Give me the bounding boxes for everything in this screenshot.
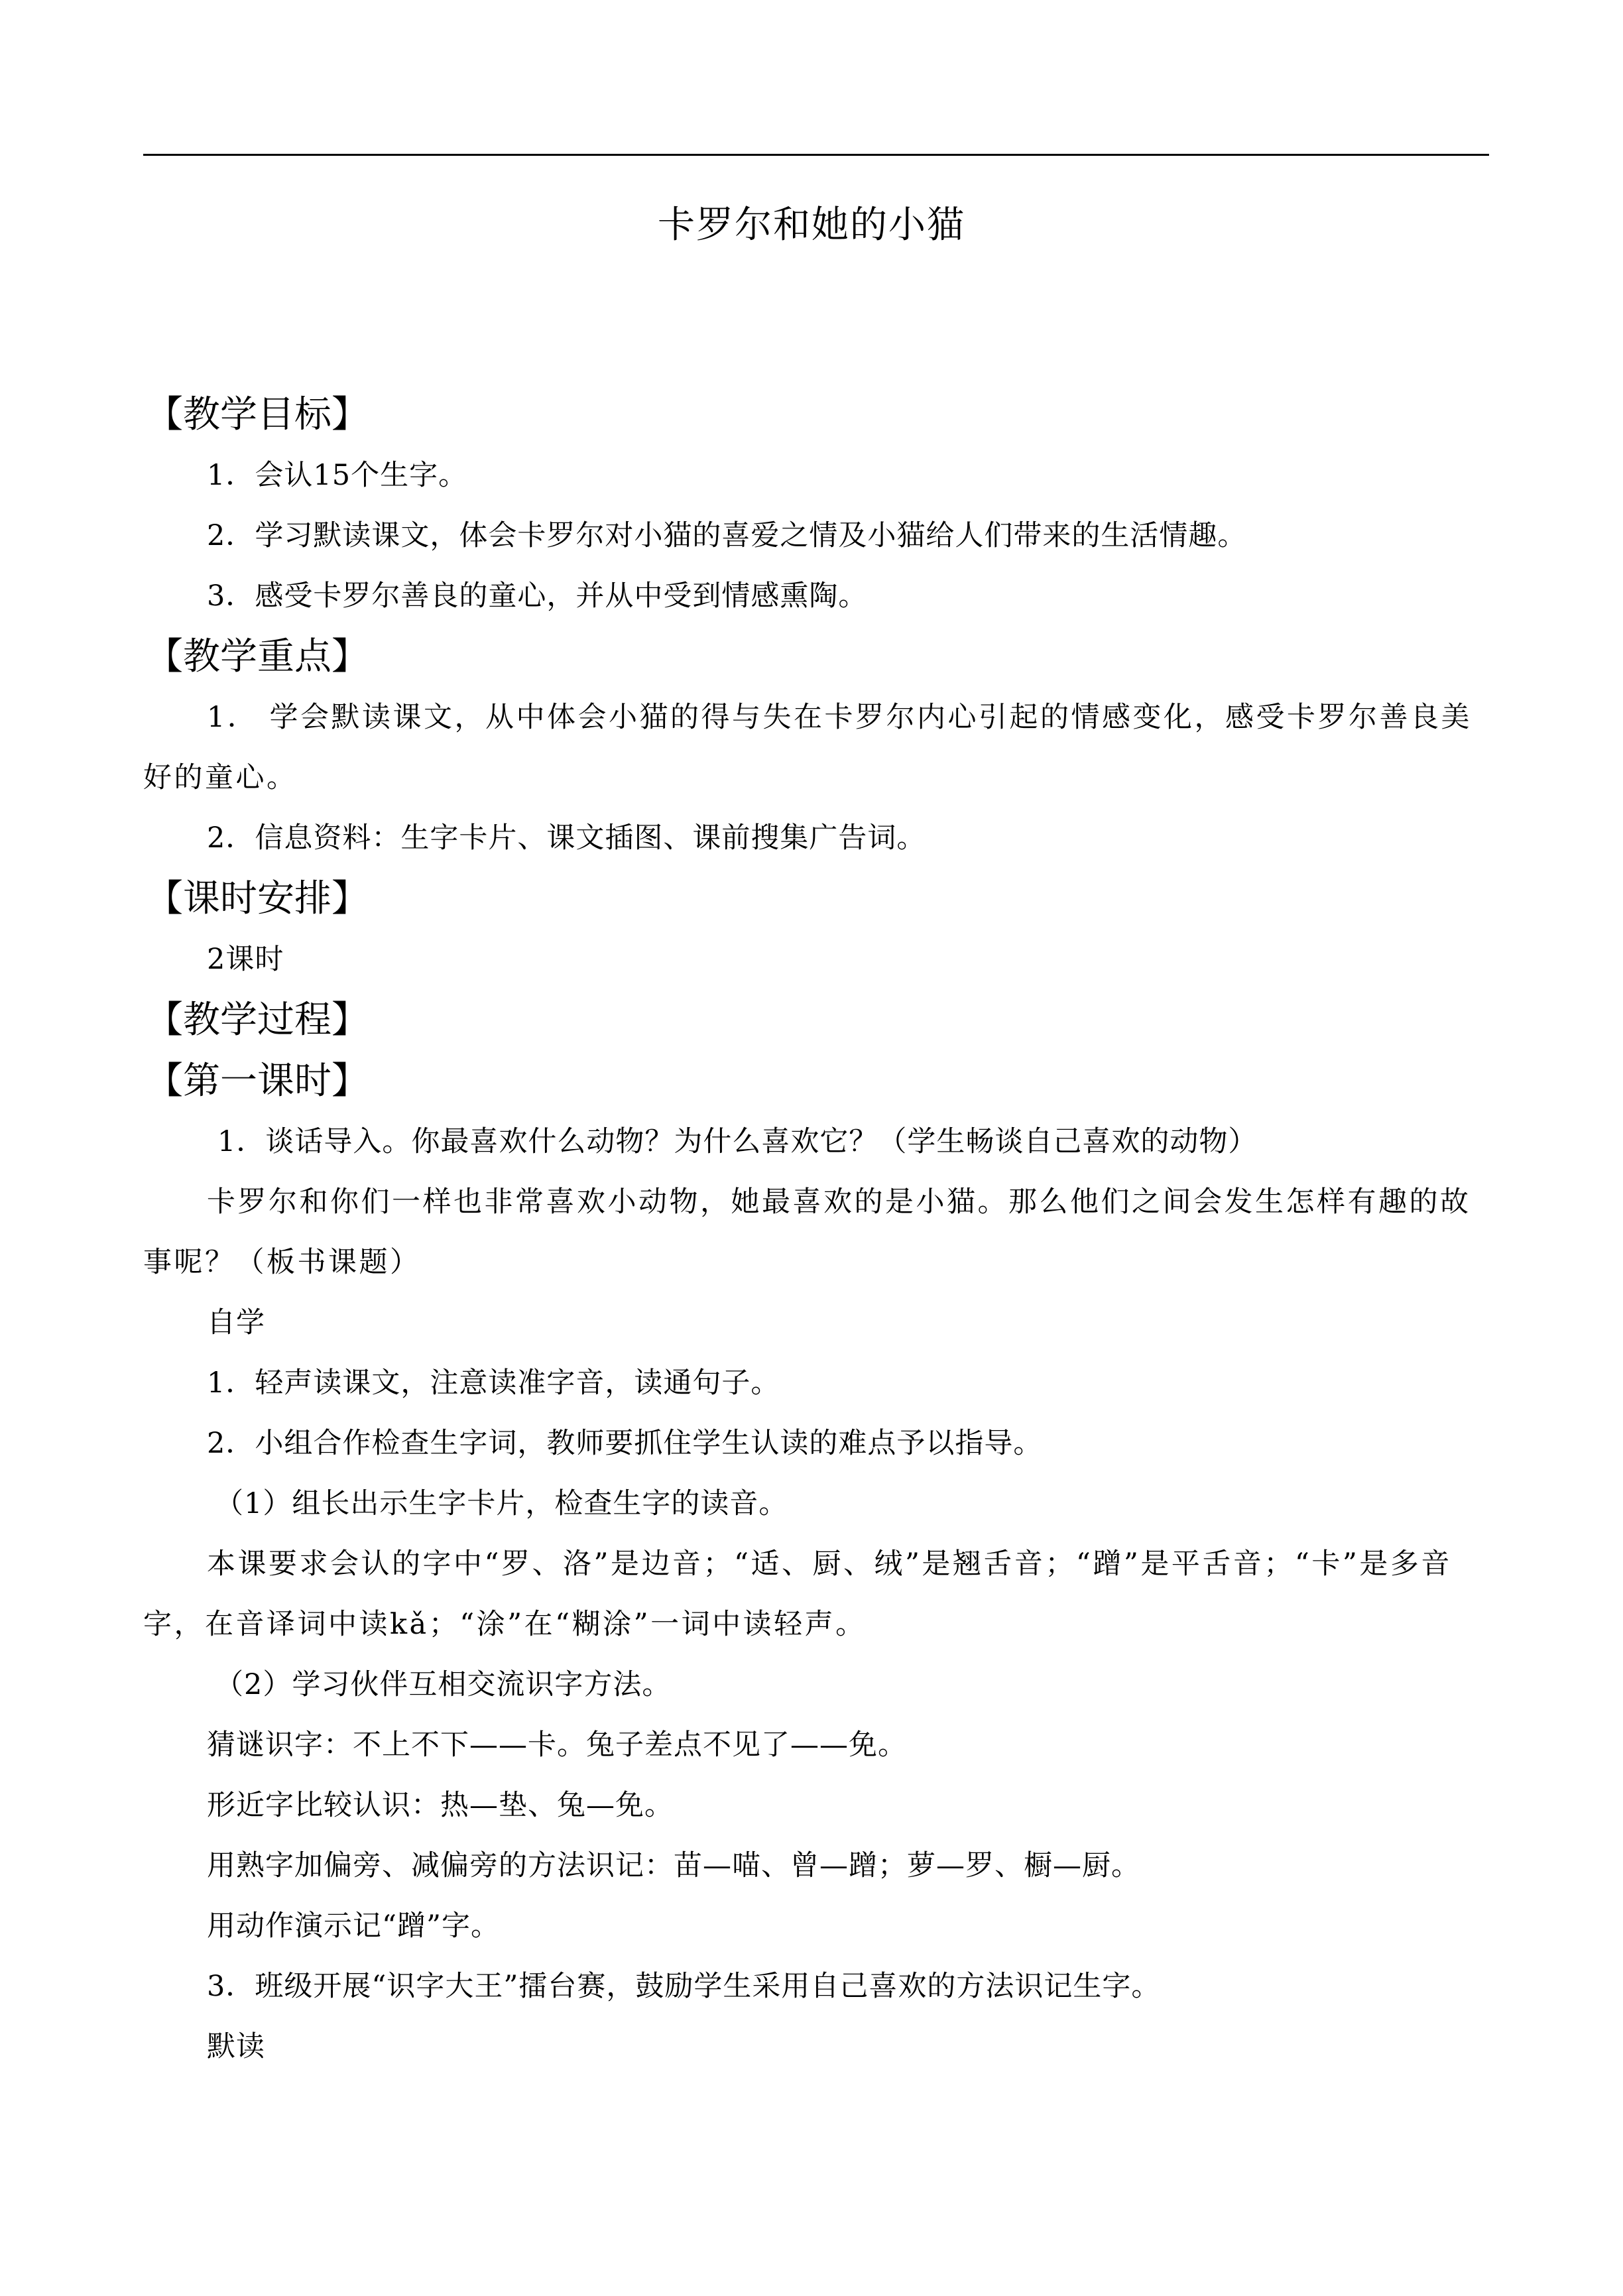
key-point-item-1: 1． 学会默读课文，从中体会小猫的得与失在卡罗尔内心引起的情感变化，感受卡罗尔善良美好的童心。 <box>143 701 1473 794</box>
heading-key-points: 【教学重点】 <box>146 635 369 678</box>
heading-schedule: 【课时安排】 <box>146 877 369 920</box>
objective-item-2: 2．学习默读课文，体会卡罗尔对小猫的喜爱之情及小猫给人们带来的生活情趣。 <box>207 519 1247 552</box>
key-point-item-2: 2．信息资料：生字卡片、课文插图、课前搜集广告词。 <box>207 821 926 855</box>
objective-item-1: 1．会认15个生字。 <box>207 459 468 492</box>
lesson-paragraph-2: 卡罗尔和你们一样也非常喜欢小动物，她最喜欢的是小猫。那么他们之间会发生怎样有趣的故事呢？（板书课题） <box>143 1185 1471 1279</box>
schedule-text: 2课时 <box>207 943 284 976</box>
header-rule <box>143 154 1489 156</box>
lesson-paragraph-14: 默读 <box>207 2030 265 2063</box>
objective-item-3: 3．感受卡罗尔善良的童心，并从中受到情感熏陶。 <box>207 579 868 613</box>
heading-objectives: 【教学目标】 <box>146 393 369 436</box>
heading-process: 【教学过程】 <box>146 998 369 1042</box>
lesson-paragraph-12: 用动作演示记“蹭”字。 <box>207 1909 500 1943</box>
lesson-paragraph-11: 用熟字加偏旁、减偏旁的方法识记：苗—喵、曾—蹭；萝—罗、橱—厨。 <box>207 1849 1140 1882</box>
lesson-paragraph-7: 本课要求会认的字中“罗、洛”是边音；“适、厨、绒”是翘舌音；“蹭”是平舌音；“卡”是多音字，在音译词中读kǎ；“涂”在“糊涂”一词中读轻声。 <box>143 1547 1452 1641</box>
document-body <box>143 385 1489 2077</box>
lesson-paragraph-6: （1）组长出示生字卡片，检查生字的读音。 <box>215 1487 788 1520</box>
lesson-paragraph-8: （2）学习伙伴互相交流识字方法。 <box>215 1668 672 1701</box>
lesson-paragraph-1: 1．谈话导入。你最喜欢什么动物？为什么喜欢它？（学生畅谈自己喜欢的动物） <box>217 1125 1258 1158</box>
lesson-paragraph-10: 形近字比较认识：热—垫、兔—免。 <box>207 1789 674 1822</box>
lesson-paragraph-13: 3．班级开展“识字大王”擂台赛，鼓励学生采用自己喜欢的方法识记生字。 <box>207 1970 1161 2003</box>
heading-first-lesson: 【第一课时】 <box>146 1059 369 1103</box>
lesson-paragraph-9: 猜谜识字：不上不下——卡。兔子差点不见了——免。 <box>207 1728 907 1762</box>
lesson-paragraph-4: 1．轻声读课文，注意读准字音，读通句子。 <box>207 1366 780 1400</box>
document-title: 卡罗尔和她的小猫 <box>658 204 965 247</box>
lesson-paragraph-5: 2．小组合作检查生字词，教师要抓住学生认读的难点予以指导。 <box>207 1427 1043 1460</box>
lesson-paragraph-3: 自学 <box>207 1306 265 1339</box>
